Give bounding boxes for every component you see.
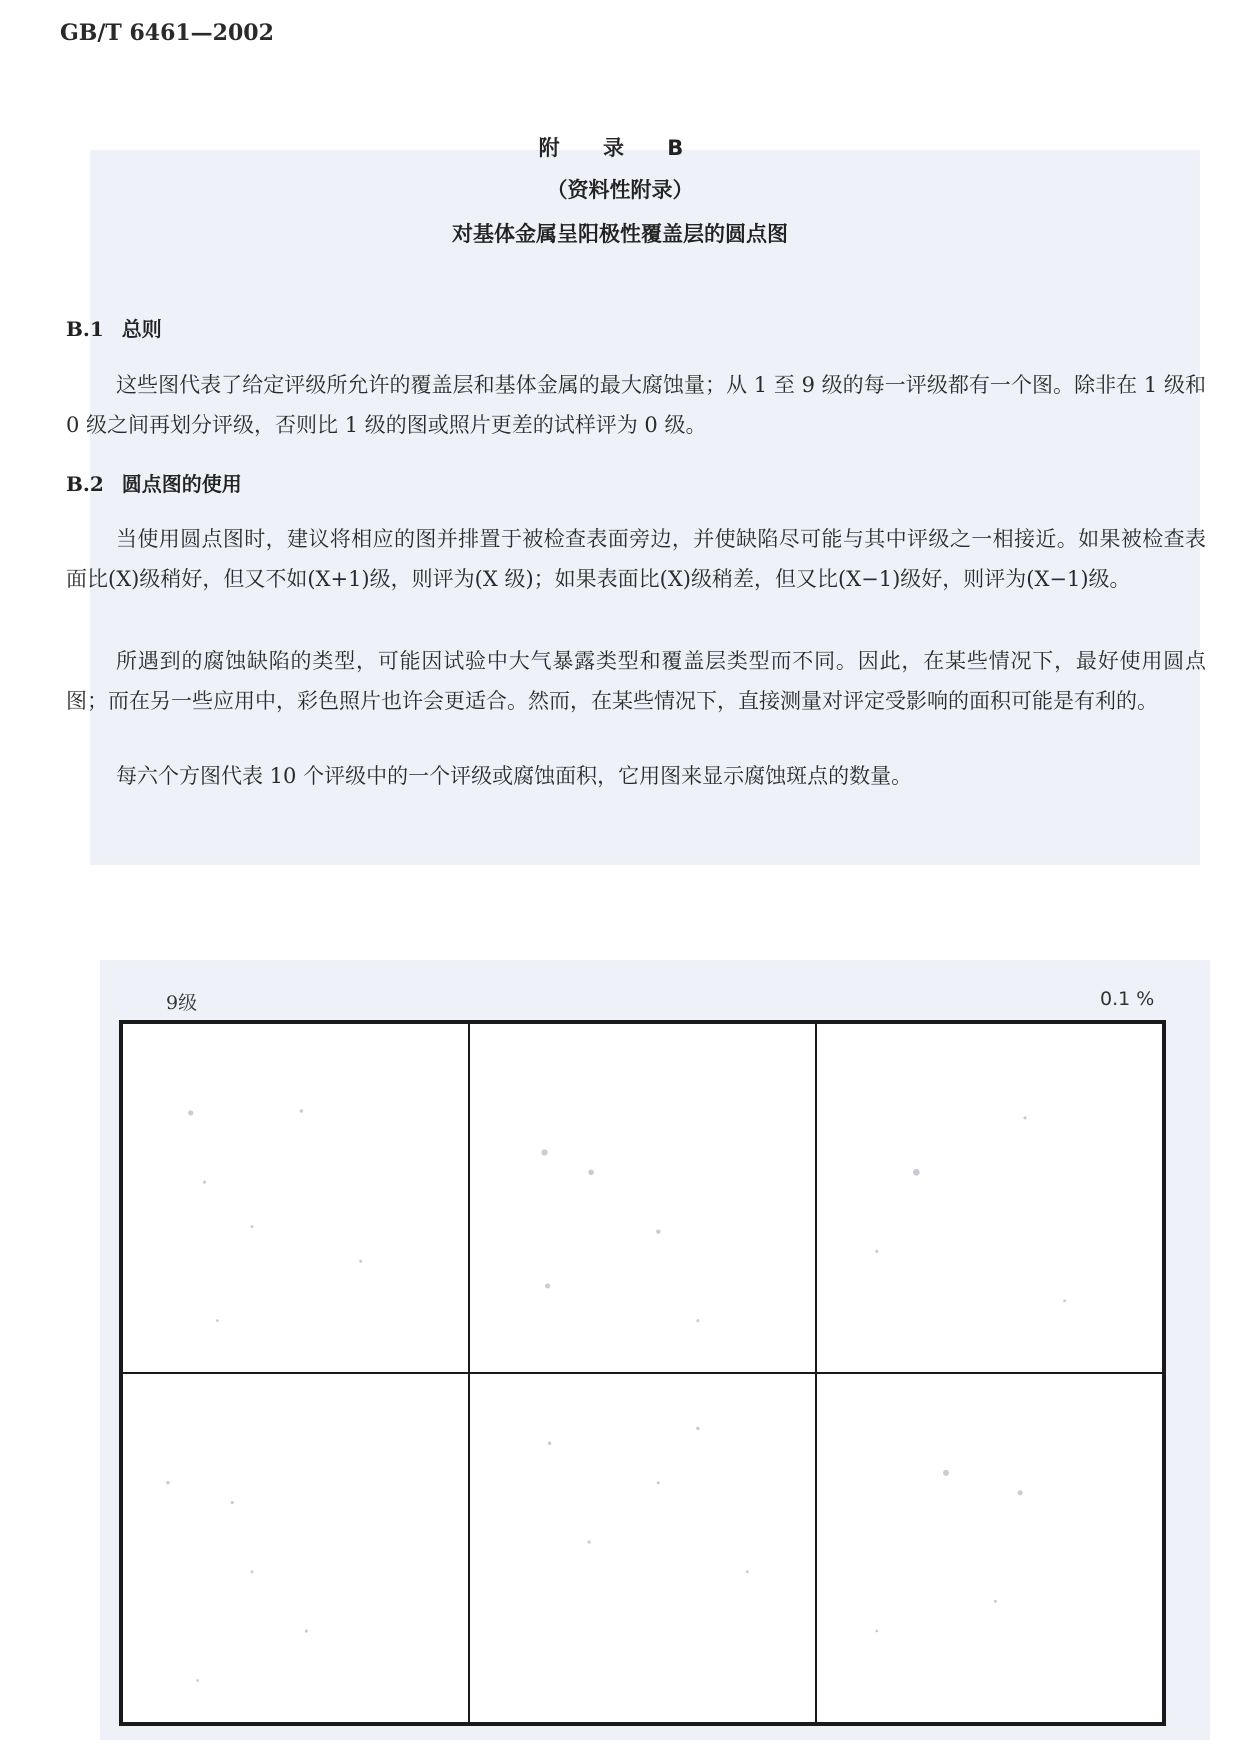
- dot-panel-6: [816, 1373, 1163, 1723]
- corrosion-dot: [1024, 1116, 1027, 1119]
- section-b2-heading: [66, 468, 242, 497]
- corrosion-dot: [656, 1229, 660, 1233]
- corrosion-dot: [588, 1170, 594, 1176]
- corrosion-dot: [943, 1470, 949, 1476]
- corrosion-dot: [696, 1319, 699, 1322]
- section-b2-paragraph-1: 当使用圆点图时，建议将相应的图并排置于被检查表面旁边，并使缺陷尽可能与其中评级之一相接近。如果被检查表面比(X)级稍好，但又不如(X+1)级，则评为(X 级)；如果表面比(X)级稍差，但又比(X−1)级好，则评为(X−1)级。: [66, 527, 1206, 591]
- dot-panel-2: [469, 1023, 816, 1373]
- figure-area-label: 0.1 %: [1100, 988, 1155, 1010]
- section-number: B.1: [66, 317, 104, 341]
- corrosion-dot: [875, 1630, 878, 1633]
- corrosion-dot: [203, 1181, 206, 1184]
- corrosion-dot: [875, 1250, 878, 1253]
- corrosion-dot: [548, 1441, 552, 1445]
- section-b1-heading: [66, 313, 162, 342]
- dot-panel-4: [122, 1373, 469, 1723]
- corrosion-dot: [231, 1501, 234, 1504]
- annex-nature: （资料性附录）: [546, 178, 694, 202]
- corrosion-dot: [300, 1109, 304, 1113]
- section-b2-paragraph-2: 所遇到的腐蚀缺陷的类型，可能因试验中大气暴露类型和覆盖层类型而不同。因此，在某些情况下，最好使用圆点图；而在另一些应用中，彩色照片也许会更适合。然而，在某些情况下，直接测量对评定受影响的面积可能是有利的。: [66, 649, 1206, 713]
- section-number: B.2: [66, 472, 104, 496]
- corrosion-dot: [251, 1225, 254, 1228]
- annex-title: 对基体金属呈阳极性覆盖层的圆点图: [452, 222, 788, 246]
- corrosion-dot: [196, 1679, 199, 1682]
- corrosion-dot: [188, 1110, 193, 1115]
- dot-chart-grid: [119, 1020, 1166, 1726]
- corrosion-dot: [1063, 1299, 1066, 1302]
- standard-number: GB/T 6461—2002: [60, 20, 274, 46]
- corrosion-dot: [913, 1169, 920, 1176]
- section-title: 总则: [121, 317, 162, 341]
- corrosion-dot: [541, 1149, 547, 1155]
- corrosion-dot: [657, 1481, 660, 1484]
- corrosion-dot: [545, 1283, 550, 1288]
- corrosion-dot: [216, 1319, 219, 1322]
- corrosion-dot: [1018, 1490, 1023, 1495]
- corrosion-dot: [746, 1570, 749, 1573]
- annex-label: 附 录 B: [538, 136, 702, 160]
- dot-panel-5: [469, 1373, 816, 1723]
- dot-panel-1: [122, 1023, 469, 1373]
- section-title: 圆点图的使用: [121, 472, 242, 496]
- corrosion-dot: [166, 1481, 170, 1485]
- corrosion-dot: [696, 1427, 700, 1431]
- figure-rating-label: 9级: [166, 992, 198, 1014]
- section-b2-paragraph-3: 每六个方图代表 10 个评级中的一个评级或腐蚀面积，它用图来显示腐蚀斑点的数量。: [116, 764, 913, 788]
- corrosion-dot: [305, 1629, 308, 1632]
- annex-headings: [0, 132, 1240, 248]
- corrosion-dot: [359, 1260, 362, 1263]
- dot-panel-3: [816, 1023, 1163, 1373]
- corrosion-dot: [588, 1540, 591, 1543]
- section-b1-paragraph-1: 这些图代表了给定评级所允许的覆盖层和基体金属的最大腐蚀量；从 1 至 9 级的每一评级都有一个图。除非在 1 级和 0 级之间再划分评级，否则比 1 级的图或照片更差的试样评为 0 级。: [66, 373, 1206, 437]
- corrosion-dot: [994, 1600, 997, 1603]
- corrosion-dot: [251, 1570, 254, 1573]
